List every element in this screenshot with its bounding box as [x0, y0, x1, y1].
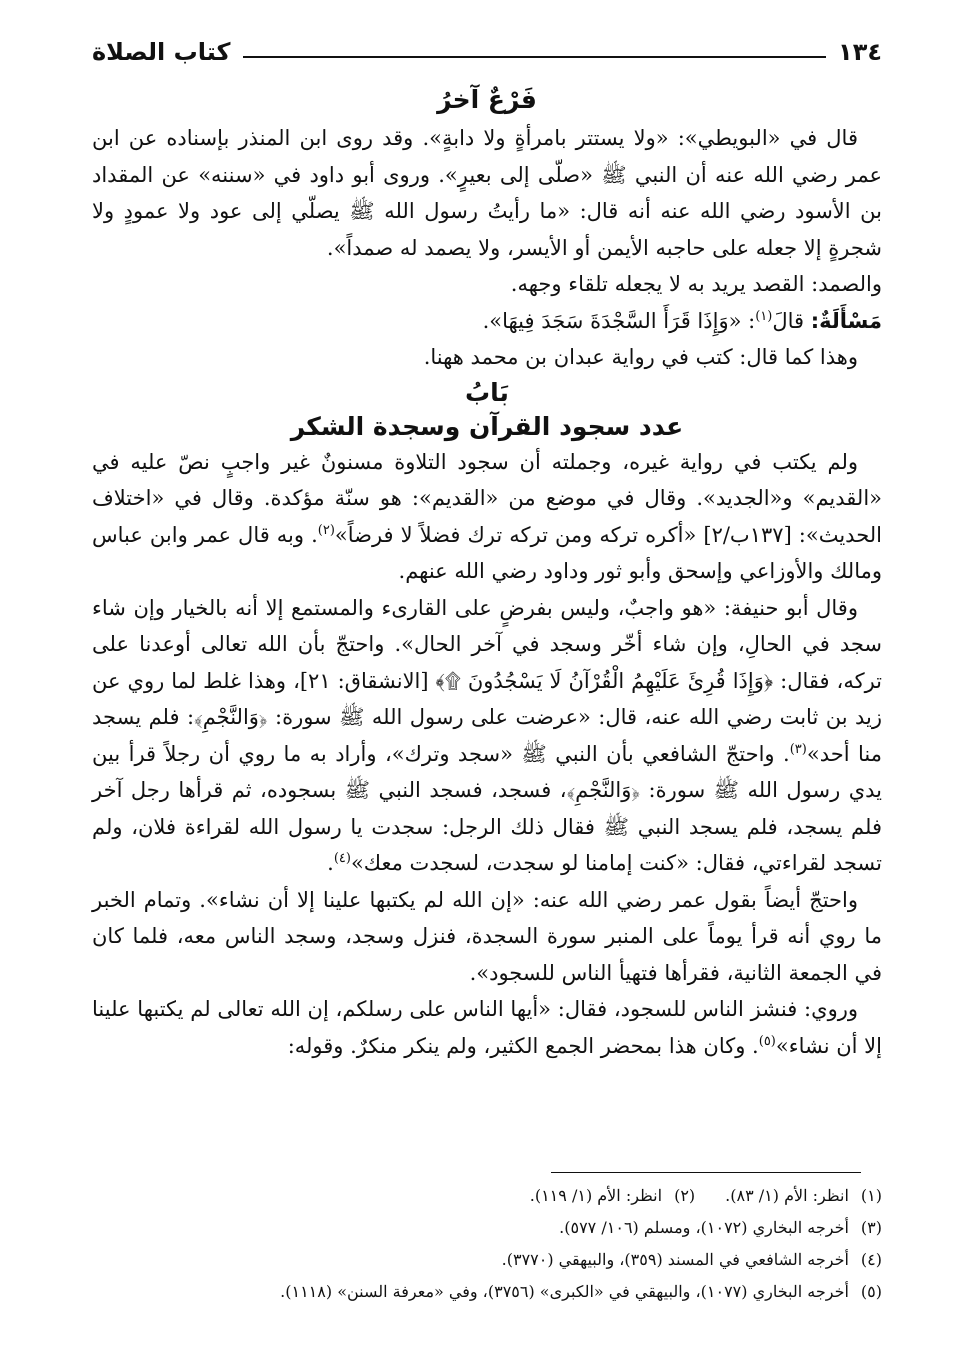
paragraph — [92, 590, 882, 882]
footnote-number: (١) — [860, 1186, 882, 1205]
bab-heading: بَابُ — [465, 377, 509, 407]
masala-paragraph — [92, 303, 882, 340]
footnote-line — [92, 1180, 882, 1212]
footnote — [530, 1180, 695, 1212]
footnote-text: أخرجه الشافعي في المسند (٣٥٩)، والبيهقي (٣٧٧٠). — [501, 1250, 849, 1269]
footnote-text: أخرجه البخاري (١٠٧٧)، والبيهقي في «الكبرى» (٣٧٥٦)، وفي «معرفة السنن» (١١١٨). — [280, 1282, 849, 1301]
footnote-line — [92, 1276, 882, 1308]
masala-text: : «وَإِذَا قَرَأَ السَّجْدَةَ سَجَدَ فِيهَا». — [482, 308, 756, 333]
text-run: . واحتجّ الشافعي بأن النبي ﷺ «سجد وترك»، وأراد به ما روي أن رجلاً قرأ بين يدي رسول الله ﷺ سورة: ﴿وَالنَّجْمِ﴾، فسجد، فسجد النبي ﷺ بسجوده، ثم قرأها رجل آخر فلم يسجد، فلم يسجد النبي ﷺ فقال ذلك الرجل: سجدت يا رسول الله لقراءة فلان، ولم تسجد لقراءتي، فقال: «كنت إمامنا لو سجدت، لسجدت معك» — [92, 741, 882, 875]
footnote-number: (٢) — [674, 1186, 696, 1205]
footnote-text: انظر: الأم (١/ ١١٩). — [529, 1186, 663, 1205]
text-run: . وبه قال عمر وابن عباس ومالك والأوزاعي وإسحق وأبو ثور وداود رضي الله عنهم. — [92, 522, 882, 583]
main-text — [92, 80, 882, 1064]
section-heading-far: فَرْعٌ آخرُ — [437, 85, 537, 114]
paragraph: وهذا كما قال: كتب في رواية عبدان بن محمد ههنا. — [423, 345, 858, 369]
footnote — [502, 1244, 882, 1276]
text-run: وروي: فنشز الناس للسجود، فقال: «أيها الناس على رسلكم، إن الله تعالى لم يكتبها علينا إلا أن نشاء» — [92, 997, 882, 1058]
footnote-line — [92, 1244, 882, 1276]
running-title: كتاب الصلاة — [92, 38, 231, 66]
text-run: وقال أبو حنيفة: «هو واجبٌ، وليس بفرضٍ على القارىء والمستمع إلا أنه بالخيار وإن شاء سجد في الحالِ، وإن شاء أخّر وسجد في آخر الحال». واحتجّ بأن الله تعالى أوعدنا على تركه، فقال: ﴿وَإِذَا قُرِئَ عَلَيْهِمُ الْقُرْآنُ لَا يَسْجُدُونَ ۩﴾ [الانشقاق: ٢١]، وهذا غلط لما روي عن زيد بن ثابت رضي الله عنه، قال: «عرضت على رسول الله ﷺ سورة: ﴿وَالنَّجْمِ﴾: فلم يسجد منا أحد» — [92, 595, 883, 766]
footnote-text: انظر: الأم (١/ ٨٣). — [725, 1186, 849, 1205]
header-rule — [243, 56, 827, 58]
footnote-number: (٥) — [860, 1282, 882, 1301]
footnote — [280, 1276, 882, 1308]
page-header — [92, 26, 882, 66]
footnotes — [92, 1180, 882, 1308]
footnote-separator — [551, 1172, 861, 1173]
footnote-ref[interactable]: (٢) — [317, 522, 335, 538]
text-run: . وكان هذا بمحضر الجمع الكثير، ولم ينكر منكرٌ. وقوله: — [287, 1033, 759, 1058]
footnote-text: أخرجه البخاري (١٠٧٢)، ومسلم (١٠٦/ ٥٧٧). — [559, 1218, 849, 1237]
footnote-number: (٣) — [860, 1218, 882, 1237]
footnote-ref[interactable]: (٣) — [789, 741, 807, 757]
masala-pre: قالَ — [772, 308, 805, 333]
paragraph — [92, 444, 882, 590]
paragraph: قال في «البويطي»: «ولا يستتر بامرأةٍ ولا دابةٍ». وقد روى ابن المنذر بإسناده عن ابن عمر رضي الله عنه أن النبي ﷺ «صلّى إلى بعيرٍ». وروى أبو داود في «سننه» عن المقداد بن الأسود رضي الله عنه أنه قال: «ما رأيتُ رسول الله ﷺ يصلّي إلى عود ولا عمودٍ ولا شجرةٍ إلا جعله على حاجبه الأيمن أو الأيسر، ولا يصمد له صمداً». — [92, 126, 882, 260]
footnote-line — [92, 1212, 882, 1244]
footnote — [725, 1180, 882, 1212]
masala-label: مَسْأَلَةٌ: — [810, 308, 882, 333]
paragraph: والصمد: القصد يريد به لا يجعله تلقاء وجهه. — [510, 272, 882, 296]
paragraph: واحتجّ أيضاً بقول عمر رضي الله عنه: «إن الله لم يكتبها علينا إلا أن نشاء». وتمام الخبر ما روي أنه قرأ يوماً على المنبر سورة السجدة، فنزل وسجد، وسجد الناس معه، فلما كان في الجمعة الثانية، فقرأها فتهيأ الناس للسجود». — [92, 887, 882, 985]
chapter-title: عدد سجود القرآن وسجدة الشكر — [290, 411, 684, 441]
footnote-ref[interactable]: (٥) — [758, 1033, 776, 1049]
footnote-ref[interactable]: (٤) — [333, 851, 351, 866]
paragraph — [92, 991, 882, 1064]
text-run: . — [327, 851, 334, 875]
text-run: ولم يكتب في رواية غيره، وجملته أن سجود التلاوة مسنونٌ غير واجبٍ نصّ عليه في «القديم» و«الجديد». وقال في موضع من «القديم»: هو سنّة مؤكدة. وقال في «اختلاف الحديث»: [١٣٧ب/٢] «أكره تركه ومن تركه ترك فضلاً لا فرضاً» — [92, 449, 882, 547]
footnote-ref[interactable]: (١) — [755, 308, 773, 324]
footnote — [559, 1212, 882, 1244]
page-number: ١٣٤ — [838, 38, 882, 66]
footnote-number: (٤) — [860, 1250, 882, 1269]
